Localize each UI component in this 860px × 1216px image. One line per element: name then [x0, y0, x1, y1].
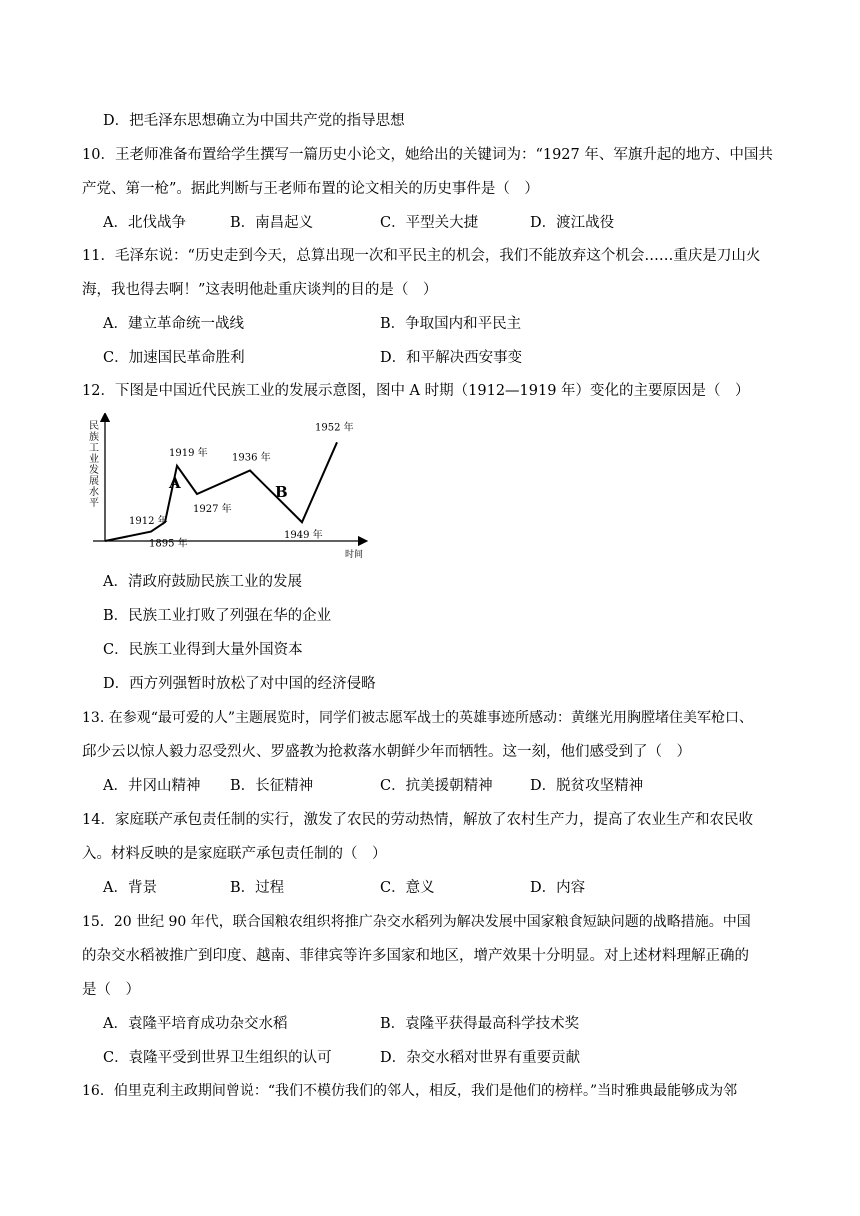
- q10-option-d: D．渡江战役: [530, 215, 615, 231]
- q10-option-c: C．平型关大捷: [380, 215, 479, 231]
- q10-option-a: A．北伐战争: [103, 215, 186, 231]
- q13-option-b: B．长征精神: [230, 778, 314, 794]
- q14-option-d: D．内容: [530, 880, 586, 896]
- q14-option-c: C．意义: [380, 880, 435, 896]
- q14-option-b: B．过程: [230, 880, 285, 896]
- q11-option-a: A．建立革命统一战线: [103, 316, 244, 332]
- point-label-1927: 1927 年: [193, 504, 232, 515]
- q11-stem-line1: 11．毛泽东说：“历史走到今天，总算出现一次和平民主的机会，我们不能放弃这个机会……重庆是刀山火: [82, 248, 761, 264]
- q13-stem-line1: 13. 在参观“最可爱的人”主题展览时，同学们被志愿军战士的英雄事迹所感动：黄继光用胸膛堵住美军枪口、: [82, 710, 754, 726]
- y-axis-label-char: 工: [89, 443, 99, 454]
- q15-option-a: A．袁隆平培育成功杂交水稻: [103, 1016, 288, 1032]
- q9-option-d: D．把毛泽东思想确立为中国共产党的指导思想: [103, 113, 405, 129]
- q15-stem-line2: 的杂交水稻被推广到印度、越南、菲律宾等许多国家和地区，增产效果十分明显。对上述材料理解正确的: [82, 948, 749, 964]
- y-axis-label-char: 水: [89, 487, 99, 498]
- q12-stem: 12．下图是中国近代民族工业的发展示意图，图中 A 时期（1912—1919 年）变化的主要原因是（ ）: [82, 383, 750, 399]
- point-label-1936: 1936 年: [232, 452, 271, 464]
- point-label-1919: 1919 年: [169, 447, 208, 459]
- q12-option-d: D．西方列强暂时放松了对中国的经济侵略: [103, 676, 376, 692]
- q15-option-d: D．杂交水稻对世界有重要贡献: [380, 1050, 581, 1066]
- y-axis-label-char: 展: [89, 476, 99, 487]
- q13-stem-line2: 邱少云以惊人毅力忍受烈火、罗盛教为抢救落水朝鲜少年而牺牲。这一刻，他们感受到了（ ）: [82, 744, 691, 760]
- q13-option-d: D．脱贫攻坚精神: [530, 778, 644, 794]
- point-label-1949: 1949 年: [284, 530, 323, 542]
- q12-option-c: C．民族工业得到大量外国资本: [103, 642, 303, 658]
- point-label-1912: 1912 年: [129, 516, 168, 528]
- q13-option-a: A．井冈山精神: [103, 778, 201, 794]
- q15-option-b: B．袁隆平获得最高科学技术奖: [380, 1016, 580, 1032]
- x-axis-label: 时间: [345, 550, 364, 560]
- q10-stem-line1: 10．王老师准备布置给学生撰写一篇历史小论文，她给出的关键词为：“1927 年、军旗升起的地方、中国共: [82, 147, 773, 163]
- period-label-a: A: [169, 474, 181, 492]
- q10-option-b: B．南昌起义: [230, 215, 314, 231]
- y-axis-label-char: 业: [89, 454, 99, 465]
- q12-option-a: A．清政府鼓励民族工业的发展: [103, 574, 302, 590]
- q14-stem-line2: 入。材料反映的是家庭联产承包责任制的（ ）: [82, 846, 387, 862]
- q15-stem-line3: 是（ ）: [82, 982, 140, 998]
- q14-stem-line1: 14．家庭联产承包责任制的实行，激发了农民的劳动热情，解放了农村生产力，提高了农业生产和农民收: [82, 812, 753, 828]
- q12-option-b: B．民族工业打败了列强在华的企业: [103, 608, 332, 624]
- q15-stem-line1: 15．20 世纪 90 年代，联合国粮农组织将推广杂交水稻列为解决发展中国家粮食短缺问题的战略措施。中国: [82, 914, 751, 930]
- period-label-b: B: [275, 483, 288, 501]
- q11-stem-line2: 海，我也得去啊！”这表明他赴重庆谈判的目的是（ ）: [82, 282, 438, 298]
- y-axis-label-char: 民: [89, 421, 99, 432]
- q11-option-c: C．加速国民革命胜利: [103, 350, 245, 366]
- q16-stem-line1: 16．伯里克利主政期间曾说：“我们不模仿我们的邻人，相反，我们是他们的榜样。”当时雅典最能够成为邻: [82, 1083, 738, 1099]
- q13-option-c: C．抗美援朝精神: [380, 778, 493, 794]
- y-axis-label-char: 族: [89, 432, 99, 443]
- q11-option-d: D．和平解决西安事变: [380, 350, 523, 366]
- y-axis-label-char: 平: [89, 498, 99, 509]
- q11-option-b: B．争取国内和平民主: [380, 316, 522, 332]
- q14-option-a: A．背景: [103, 880, 157, 896]
- q15-option-c: C．袁隆平受到世界卫生组织的认可: [103, 1050, 332, 1066]
- point-label-1895: 1895 年: [149, 538, 188, 550]
- point-label-1952: 1952 年: [315, 422, 354, 434]
- y-axis-label-char: 发: [89, 465, 99, 476]
- y-axis-label: [89, 420, 99, 509]
- q10-stem-line2: 产党、第一枪”。据此判断与王老师布置的论文相关的历史事件是（ ）: [82, 181, 539, 197]
- industry-development-chart: [83, 413, 373, 563]
